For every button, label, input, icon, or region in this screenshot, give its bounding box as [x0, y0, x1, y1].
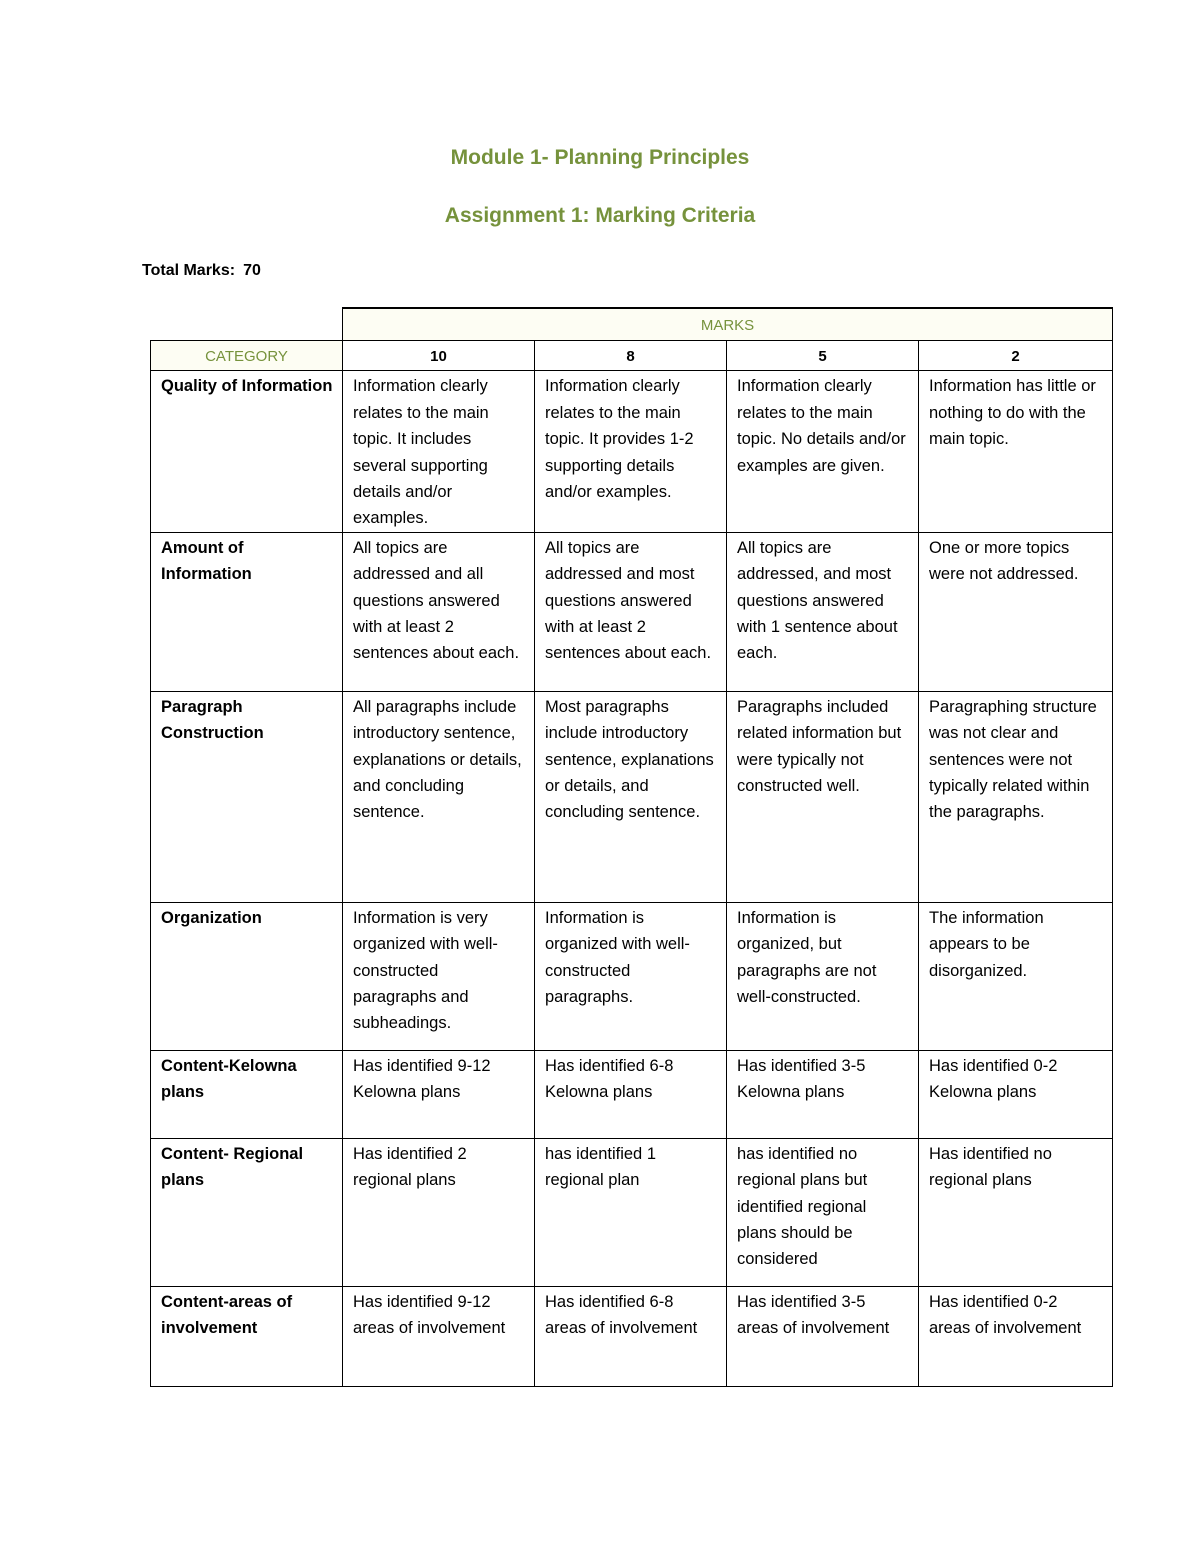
criteria-cell: Has identified 0-2 areas of involvement — [919, 1286, 1113, 1386]
table-row — [151, 1286, 1113, 1386]
criteria-cell: Paragraphing structure was not clear and sentences were not typically related within the paragraphs. — [919, 691, 1113, 902]
category-cell: Content-Kelowna plans — [151, 1050, 343, 1138]
marking-criteria-table — [150, 307, 1113, 1387]
total-marks-label: Total Marks: — [142, 262, 236, 279]
marks-header-row — [151, 308, 1113, 341]
column-header-8: 8 — [535, 341, 727, 371]
column-header-10: 10 — [343, 341, 535, 371]
table-row — [151, 691, 1113, 902]
table-row — [151, 1138, 1113, 1286]
category-cell: Amount of Information — [151, 532, 343, 691]
criteria-cell: Has identified 6-8 Kelowna plans — [535, 1050, 727, 1138]
criteria-cell: One or more topics were not addressed. — [919, 532, 1113, 691]
criteria-cell: Information is organized, but paragraphs are not well-constructed. — [727, 902, 919, 1050]
table-row — [151, 532, 1113, 691]
table-row — [151, 371, 1113, 532]
criteria-cell: Has identified 3-5 areas of involvement — [727, 1286, 919, 1386]
criteria-cell: Has identified 9-12 Kelowna plans — [343, 1050, 535, 1138]
table-row — [151, 902, 1113, 1050]
total-marks-value: 70 — [243, 262, 261, 279]
category-cell: Content-areas of involvement — [151, 1286, 343, 1386]
criteria-cell: Information clearly relates to the main topic. It includes several supporting details and/or examples. — [343, 371, 535, 532]
criteria-cell: Has identified 2 regional plans — [343, 1138, 535, 1286]
column-header-5: 5 — [727, 341, 919, 371]
criteria-cell: has identified 1 regional plan — [535, 1138, 727, 1286]
criteria-cell: has identified no regional plans but identified regional plans should be considered — [727, 1138, 919, 1286]
blank-header-cell — [151, 308, 343, 341]
criteria-cell: Has identified no regional plans — [919, 1138, 1113, 1286]
criteria-cell: The information appears to be disorganized. — [919, 902, 1113, 1050]
criteria-cell: Has identified 9-12 areas of involvement — [343, 1286, 535, 1386]
criteria-cell: All topics are addressed and all questions answered with at least 2 sentences about each. — [343, 532, 535, 691]
criteria-cell: Most paragraphs include introductory sentence, explanations or details, and concluding sentence. — [535, 691, 727, 902]
criteria-cell: All paragraphs include introductory sentence, explanations or details, and concluding sentence. — [343, 691, 535, 902]
column-header-row — [151, 341, 1113, 371]
criteria-cell: Information clearly relates to the main topic. It provides 1-2 supporting details and/or examples. — [535, 371, 727, 532]
criteria-cell: Information is very organized with well-constructed paragraphs and subheadings. — [343, 902, 535, 1050]
column-header-2: 2 — [919, 341, 1113, 371]
total-marks — [142, 262, 269, 280]
category-cell: Content- Regional plans — [151, 1138, 343, 1286]
table-row — [151, 1050, 1113, 1138]
criteria-cell: Information clearly relates to the main topic. No details and/or examples are given. — [727, 371, 919, 532]
criteria-cell: Has identified 0-2 Kelowna plans — [919, 1050, 1113, 1138]
category-cell: Organization — [151, 902, 343, 1050]
category-cell: Paragraph Construction — [151, 691, 343, 902]
criteria-cell: Has identified 3-5 Kelowna plans — [727, 1050, 919, 1138]
criteria-cell: All topics are addressed and most questions answered with at least 2 sentences about each. — [535, 532, 727, 691]
criteria-cell: All topics are addressed, and most questions answered with 1 sentence about each. — [727, 532, 919, 691]
marks-header: MARKS — [343, 308, 1113, 341]
category-header: CATEGORY — [151, 341, 343, 371]
criteria-cell: Paragraphs included related information but were typically not constructed well. — [727, 691, 919, 902]
criteria-cell: Information is organized with well-constructed paragraphs. — [535, 902, 727, 1050]
category-cell: Quality of Information — [151, 371, 343, 532]
document-title: Module 1- Planning Principles — [450, 146, 750, 169]
criteria-cell: Information has little or nothing to do with the main topic. — [919, 371, 1113, 532]
criteria-cell: Has identified 6-8 areas of involvement — [535, 1286, 727, 1386]
document-subtitle: Assignment 1: Marking Criteria — [444, 204, 756, 227]
